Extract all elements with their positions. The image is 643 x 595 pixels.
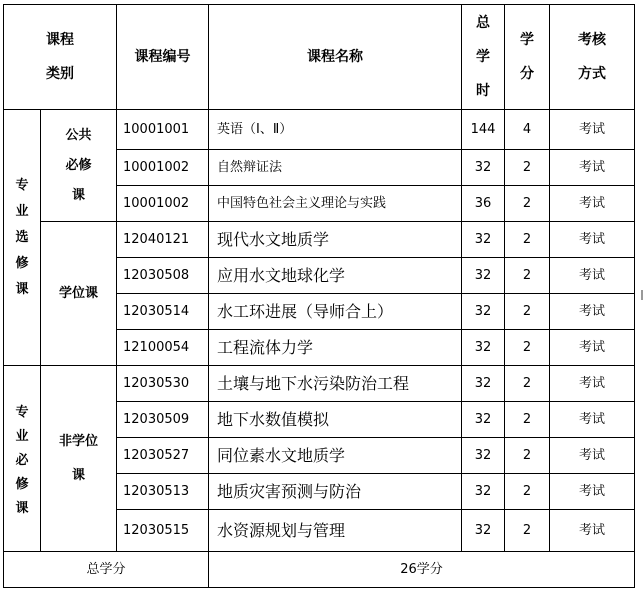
course-exam: 考试 [550, 110, 635, 150]
course-code: 12030515 [117, 510, 209, 552]
course-credits: 2 [505, 330, 550, 366]
course-name: 地质灾害预测与防治 [209, 474, 462, 510]
header-credits-2: 分 [520, 66, 534, 82]
course-exam: 考试 [550, 438, 635, 474]
category-line: 课 [71, 187, 85, 203]
course-code: 12030527 [117, 438, 209, 474]
course-exam: 考试 [550, 150, 635, 186]
course-hours: 36 [462, 186, 505, 222]
header-name: 课程名称 [209, 5, 462, 110]
course-code: 12030508 [117, 258, 209, 294]
course-exam: 考试 [550, 222, 635, 258]
category-line: 必修 [65, 157, 92, 173]
course-hours: 32 [462, 510, 505, 552]
header-category-line2: 类别 [46, 66, 74, 82]
course-code: 10001002 [117, 150, 209, 186]
category-char: 修 [15, 255, 29, 271]
category-char: 选 [15, 229, 29, 245]
course-name: 水工环进展（导师合上） [209, 294, 462, 330]
category-char: 课 [15, 281, 29, 297]
course-hours: 32 [462, 438, 505, 474]
course-credits: 2 [505, 510, 550, 552]
course-exam: 考试 [550, 294, 635, 330]
category-char: 专 [15, 177, 29, 193]
course-hours: 32 [462, 258, 505, 294]
header-category [4, 5, 117, 110]
course-hours: 144 [462, 110, 505, 150]
course-name: 中国特色社会主义理论与实践 [209, 186, 462, 222]
course-exam: 考试 [550, 366, 635, 402]
footer-row [4, 552, 635, 588]
category-major-required [4, 366, 41, 552]
category-char: 课 [15, 501, 29, 516]
header-credits-1: 学 [520, 32, 534, 48]
course-code: 12030530 [117, 366, 209, 402]
category-line: 课 [71, 467, 85, 483]
course-exam: 考试 [550, 402, 635, 438]
category-degree: 学位课 [41, 222, 117, 366]
table-row [4, 110, 635, 150]
category-char: 业 [15, 429, 29, 444]
course-credits: 2 [505, 186, 550, 222]
course-code: 12030513 [117, 474, 209, 510]
course-exam: 考试 [550, 186, 635, 222]
course-code: 12030514 [117, 294, 209, 330]
course-table [3, 4, 635, 588]
header-hours-1: 总 [476, 15, 490, 31]
category-char: 专 [15, 405, 29, 420]
category-line: 公共 [65, 127, 92, 143]
course-exam: 考试 [550, 258, 635, 294]
header-code: 课程编号 [117, 5, 209, 110]
course-name: 土壤与地下水污染防治工程 [209, 366, 462, 402]
course-hours: 32 [462, 222, 505, 258]
category-char: 修 [15, 477, 29, 492]
table-row [4, 222, 635, 258]
course-credits: 2 [505, 474, 550, 510]
table-row [4, 366, 635, 402]
course-credits: 2 [505, 402, 550, 438]
course-code: 10001001 [117, 110, 209, 150]
category-non-degree [41, 366, 117, 552]
total-credits-value: 26学分 [209, 552, 635, 588]
course-credits: 2 [505, 294, 550, 330]
course-credits: 2 [505, 438, 550, 474]
header-hours-2: 学 [476, 49, 490, 65]
total-credits-label: 总学分 [4, 552, 209, 588]
course-code: 10001002 [117, 186, 209, 222]
course-hours: 32 [462, 150, 505, 186]
course-name: 自然辩证法 [209, 150, 462, 186]
course-credits: 4 [505, 110, 550, 150]
course-code: 12030509 [117, 402, 209, 438]
course-name: 同位素水文地质学 [209, 438, 462, 474]
header-exam [550, 5, 635, 110]
course-hours: 32 [462, 402, 505, 438]
course-credits: 2 [505, 258, 550, 294]
course-credits: 2 [505, 222, 550, 258]
course-name: 地下水数值模拟 [209, 402, 462, 438]
course-name: 英语（Ⅰ、Ⅱ） [209, 110, 462, 150]
course-name: 现代水文地质学 [209, 222, 462, 258]
course-hours: 32 [462, 294, 505, 330]
category-public-required [41, 110, 117, 222]
course-exam: 考试 [550, 474, 635, 510]
course-credits: 2 [505, 366, 550, 402]
header-hours [462, 5, 505, 110]
header-hours-3: 时 [476, 83, 490, 99]
header-credits [505, 5, 550, 110]
course-exam: 考试 [550, 510, 635, 552]
header-category-line1: 课程 [46, 32, 74, 48]
course-hours: 32 [462, 366, 505, 402]
course-code: 12040121 [117, 222, 209, 258]
course-hours: 32 [462, 330, 505, 366]
course-name: 应用水文地球化学 [209, 258, 462, 294]
course-code: 12100054 [117, 330, 209, 366]
course-exam: 考试 [550, 330, 635, 366]
category-char: 业 [15, 203, 29, 219]
course-credits: 2 [505, 150, 550, 186]
course-name: 水资源规划与管理 [209, 510, 462, 552]
category-char: 必 [15, 453, 29, 468]
course-name: 工程流体力学 [209, 330, 462, 366]
category-major-elective [4, 110, 41, 366]
header-row [4, 5, 635, 110]
course-hours: 32 [462, 474, 505, 510]
category-line: 非学位 [58, 433, 98, 449]
header-exam-1: 考核 [578, 32, 606, 48]
header-exam-2: 方式 [578, 66, 606, 82]
